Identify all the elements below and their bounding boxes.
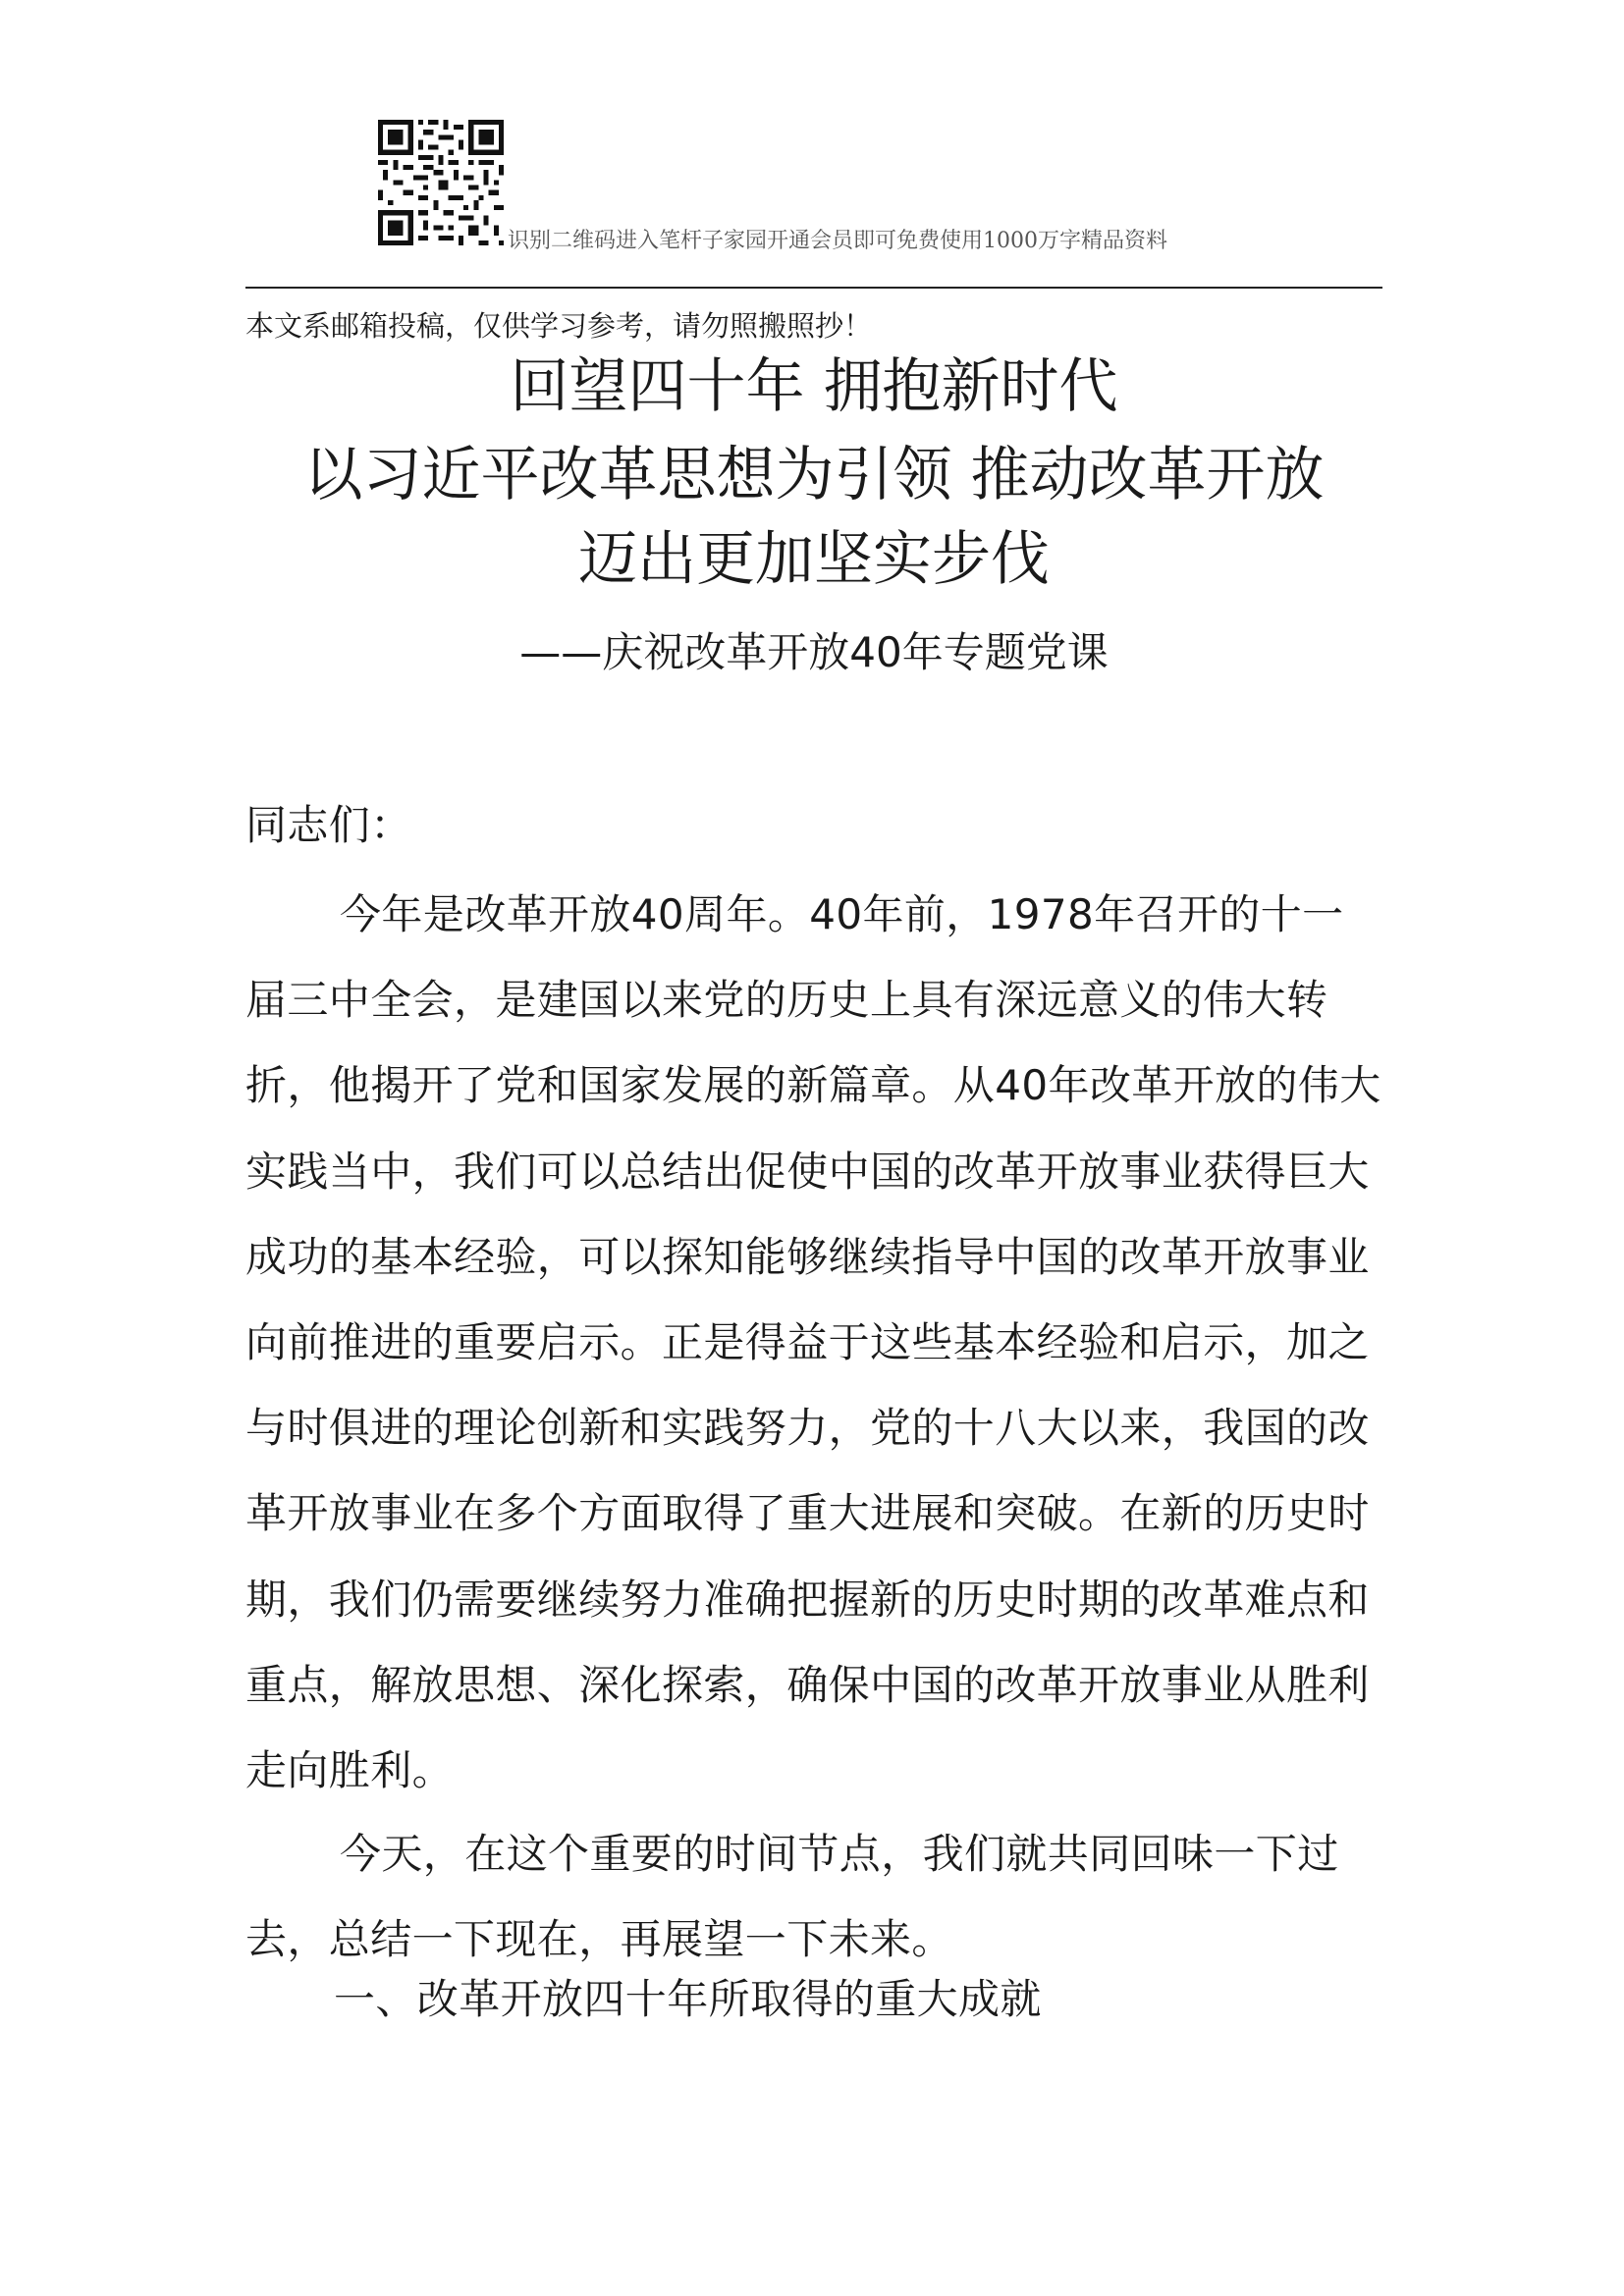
submission-notice: 本文系邮箱投稿，仅供学习参考，请勿照搬照抄！ [245,309,873,343]
section-heading-1: 一、改革开放四十年所取得的重大成就 [334,1975,1042,2023]
qr-code-icon [378,120,504,245]
subtitle: ——庆祝改革开放40年专题党课 [519,628,1109,676]
title-line-2: 以习近平改革思想为引领 推动改革开放 [303,441,1325,509]
paragraph-2: 今天，在这个重要的时间节点，我们就共同回味一下过去，总结一下现在，再展望一下未来。 [245,1830,1339,1964]
greeting: 同志们： [245,801,412,849]
title-line-1: 回望四十年 拥抱新时代 [510,352,1118,421]
title-line-3: 迈出更加坚实步伐 [578,525,1050,594]
qr-caption: 识别二维码进入笔杆子家园开通会员即可免费使用1000万字精品资料 [508,229,1167,253]
paragraph-1: 今年是改革开放40周年。40年前，1978年召开的十一届三中全会，是建国以来党的历史上具有深远意义的伟大转折，他揭开了党和国家发展的新篇章。从40年改革开放的伟大实践当中，我们可以总结出促使中国的改革开放事业获得巨大成功的基本经验，可以探知能够继续指导中国的改革开放事业向前推进的重要启示。正是得益于这些基本经验和启示，加之与时俱进的理论创新和实践努力，党的十八大以来，我国的改革开放事业在多个方面取得了重大进展和突破。在新的历史时期，我们仍需要继续努力准确把握新的历史时期的改革难点和重点，解放思想、深化探索，确保中国的改革开放事业从胜利走向胜利。 [245,890,1381,1795]
header-divider [245,287,1382,289]
